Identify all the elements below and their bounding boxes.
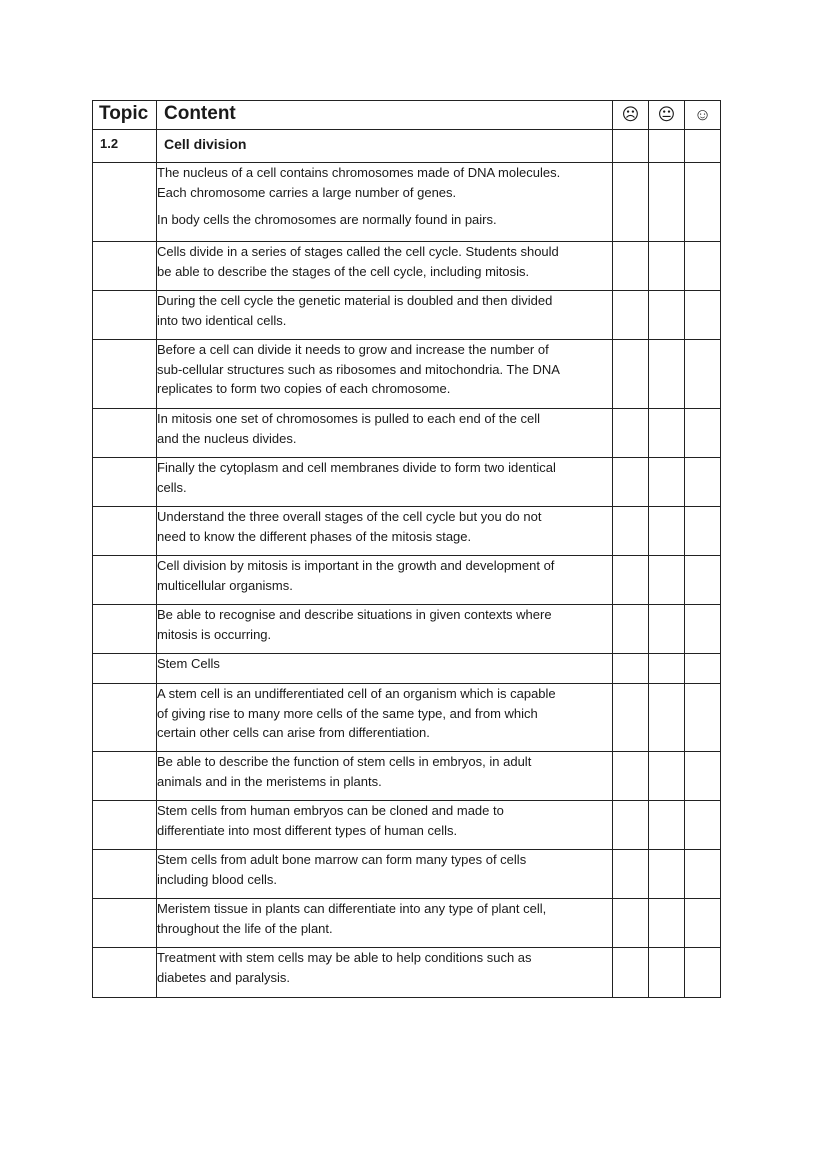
content-text (157, 409, 612, 448)
content-cell (157, 409, 613, 458)
content-header: Content (157, 101, 613, 130)
content-line: cells. (157, 479, 187, 495)
neutral-rating-cell[interactable] (649, 556, 685, 605)
content-line: Stem cells from human embryos can be cloned and made to (157, 803, 504, 818)
content-text (157, 291, 612, 330)
content-line: Finally the cytoplasm and cell membranes divide to form two identical (157, 460, 556, 475)
content-line: including blood cells. (157, 871, 277, 887)
sad-rating-cell[interactable] (613, 850, 649, 899)
content-text-extra: In body cells the chromosomes are normally found in pairs. (157, 212, 497, 227)
content-cell (157, 684, 613, 752)
content-line: Be able to recognise and describe situations in given contexts where (157, 607, 552, 622)
header-row (93, 101, 721, 130)
sad-rating-cell[interactable] (613, 801, 649, 850)
sad-rating-cell[interactable] (613, 684, 649, 752)
sad-rating-cell[interactable] (613, 899, 649, 948)
topic-cell (93, 752, 157, 801)
content-row (93, 556, 721, 605)
content-line: of giving rise to many more cells of the same type, and from which (157, 705, 538, 721)
content-text (157, 242, 612, 281)
section-title: Cell division (157, 130, 613, 163)
content-text (157, 556, 612, 595)
content-line: differentiate into most different types of human cells. (157, 822, 458, 838)
content-row (93, 654, 721, 684)
content-text (157, 507, 612, 546)
topic-cell (93, 163, 157, 242)
topic-cell (93, 556, 157, 605)
content-text (157, 850, 612, 889)
topic-cell (93, 801, 157, 850)
content-line: mitosis is occurring. (157, 626, 272, 642)
content-cell (157, 340, 613, 409)
happy-rating-cell[interactable] (685, 684, 721, 752)
content-line: animals and in the meristems in plants. (157, 773, 382, 789)
content-line: The nucleus of a cell contains chromosomes made of DNA molecules. (157, 165, 561, 180)
content-text (157, 801, 612, 840)
content-line: Treatment with stem cells may be able to help conditions such as (157, 950, 532, 965)
neutral-rating-cell[interactable] (649, 507, 685, 556)
neutral-rating-cell[interactable] (649, 948, 685, 998)
content-line: Understand the three overall stages of the cell cycle but you do not (157, 509, 542, 524)
topic-cell (93, 654, 157, 684)
happy-rating-cell[interactable] (685, 654, 721, 684)
content-row (93, 507, 721, 556)
neutral-rating-cell[interactable] (649, 130, 685, 163)
content-line: Cells divide in a series of stages called the cell cycle. Students should (157, 244, 559, 259)
neutral-rating-cell[interactable] (649, 458, 685, 507)
content-line: Before a cell can divide it needs to grow and increase the number of (157, 342, 549, 357)
topic-cell (93, 850, 157, 899)
content-row (93, 948, 721, 998)
sad-rating-cell[interactable] (613, 242, 649, 291)
content-line: Stem Cells (157, 656, 220, 671)
content-line: Cell division by mitosis is important in the growth and development of (157, 558, 555, 573)
happy-rating-cell[interactable] (685, 130, 721, 163)
content-cell (157, 948, 613, 998)
sad-rating-cell[interactable] (613, 654, 649, 684)
happy-rating-cell[interactable] (685, 752, 721, 801)
content-line: into two identical cells. (157, 312, 287, 328)
content-text (157, 458, 612, 497)
topic-cell (93, 458, 157, 507)
neutral-rating-cell[interactable] (649, 242, 685, 291)
content-row (93, 409, 721, 458)
topic-cell (93, 340, 157, 409)
content-line: Each chromosome carries a large number of genes. (157, 184, 457, 200)
content-cell (157, 605, 613, 654)
happy-rating-cell[interactable] (685, 163, 721, 242)
content-cell (157, 242, 613, 291)
topic-cell (93, 948, 157, 998)
neutral-rating-cell[interactable] (649, 654, 685, 684)
content-row (93, 684, 721, 752)
happy-rating-cell[interactable] (685, 291, 721, 340)
content-row (93, 291, 721, 340)
content-cell (157, 291, 613, 340)
sad-rating-cell[interactable] (613, 340, 649, 409)
neutral-rating-cell[interactable] (649, 163, 685, 242)
happy-rating-cell[interactable] (685, 948, 721, 998)
content-cell (157, 507, 613, 556)
sad-rating-cell[interactable] (613, 752, 649, 801)
content-line: be able to describe the stages of the cell cycle, including mitosis. (157, 263, 530, 279)
content-text (157, 752, 612, 791)
sad-face-icon: ☹ (621, 105, 640, 124)
happy-rating-cell[interactable] (685, 899, 721, 948)
content-line: certain other cells can arise from differentiation. (157, 725, 430, 740)
content-cell (157, 556, 613, 605)
happy-rating-cell[interactable] (685, 242, 721, 291)
neutral-face-header (649, 101, 685, 130)
section-row (93, 130, 721, 163)
content-cell (157, 654, 613, 684)
sad-rating-cell[interactable] (613, 409, 649, 458)
happy-rating-cell[interactable] (685, 605, 721, 654)
content-text (157, 948, 612, 987)
content-cell (157, 801, 613, 850)
happy-face-header (685, 101, 721, 130)
sad-face-header (613, 101, 649, 130)
happy-rating-cell[interactable] (685, 340, 721, 409)
neutral-rating-cell[interactable] (649, 850, 685, 899)
content-text (157, 605, 612, 644)
content-text (157, 340, 612, 399)
content-row (93, 801, 721, 850)
content-row (93, 850, 721, 899)
sad-rating-cell[interactable] (613, 458, 649, 507)
content-text (157, 654, 612, 674)
topic-cell (93, 291, 157, 340)
happy-rating-cell[interactable] (685, 801, 721, 850)
content-cell (157, 850, 613, 899)
content-line: In mitosis one set of chromosomes is pulled to each end of the cell (157, 411, 540, 426)
content-row (93, 605, 721, 654)
sad-rating-cell[interactable] (613, 556, 649, 605)
neutral-face-icon: 😐 (657, 105, 676, 124)
content-line: Meristem tissue in plants can differentiate into any type of plant cell, (157, 901, 547, 916)
content-text (157, 163, 612, 202)
sad-rating-cell[interactable] (613, 163, 649, 242)
content-row (93, 458, 721, 507)
content-cell (157, 752, 613, 801)
content-row (93, 752, 721, 801)
sad-rating-cell[interactable] (613, 507, 649, 556)
content-line: need to know the different phases of the mitosis stage. (157, 528, 472, 544)
happy-rating-cell[interactable] (685, 507, 721, 556)
topic-cell (93, 507, 157, 556)
content-line: sub-cellular structures such as ribosomes and mitochondria. The DNA (157, 361, 560, 377)
content-line: multicellular organisms. (157, 577, 293, 593)
checklist-table (92, 100, 721, 998)
content-cell (157, 163, 613, 242)
neutral-rating-cell[interactable] (649, 684, 685, 752)
happy-rating-cell[interactable] (685, 458, 721, 507)
neutral-rating-cell[interactable] (649, 409, 685, 458)
happy-rating-cell[interactable] (685, 850, 721, 899)
content-row (93, 163, 721, 242)
content-line: Be able to describe the function of stem cells in embryos, in adult (157, 754, 532, 769)
topic-cell (93, 684, 157, 752)
neutral-rating-cell[interactable] (649, 801, 685, 850)
neutral-rating-cell[interactable] (649, 752, 685, 801)
sad-rating-cell[interactable] (613, 130, 649, 163)
sad-rating-cell[interactable] (613, 605, 649, 654)
topic-header: Topic (93, 101, 157, 130)
content-text (157, 684, 612, 743)
content-line: A stem cell is an undifferentiated cell of an organism which is capable (157, 686, 556, 701)
topic-cell (93, 242, 157, 291)
neutral-rating-cell[interactable] (649, 605, 685, 654)
neutral-rating-cell[interactable] (649, 899, 685, 948)
sad-rating-cell[interactable] (613, 291, 649, 340)
content-cell (157, 899, 613, 948)
content-cell (157, 458, 613, 507)
sad-rating-cell[interactable] (613, 948, 649, 998)
content-text (157, 899, 612, 938)
content-line: During the cell cycle the genetic material is doubled and then divided (157, 293, 553, 308)
topic-cell (93, 409, 157, 458)
happy-face-icon: ☺ (693, 105, 712, 124)
content-line: Stem cells from adult bone marrow can form many types of cells (157, 852, 527, 867)
happy-rating-cell[interactable] (685, 556, 721, 605)
content-line: diabetes and paralysis. (157, 969, 290, 985)
section-number: 1.2 (93, 130, 157, 163)
neutral-rating-cell[interactable] (649, 291, 685, 340)
content-line: and the nucleus divides. (157, 430, 297, 446)
happy-rating-cell[interactable] (685, 409, 721, 458)
neutral-rating-cell[interactable] (649, 340, 685, 409)
content-line: replicates to form two copies of each chromosome. (157, 381, 451, 396)
topic-cell (93, 899, 157, 948)
content-line: throughout the life of the plant. (157, 920, 333, 936)
content-row (93, 899, 721, 948)
topic-cell (93, 605, 157, 654)
content-row (93, 340, 721, 409)
content-row (93, 242, 721, 291)
